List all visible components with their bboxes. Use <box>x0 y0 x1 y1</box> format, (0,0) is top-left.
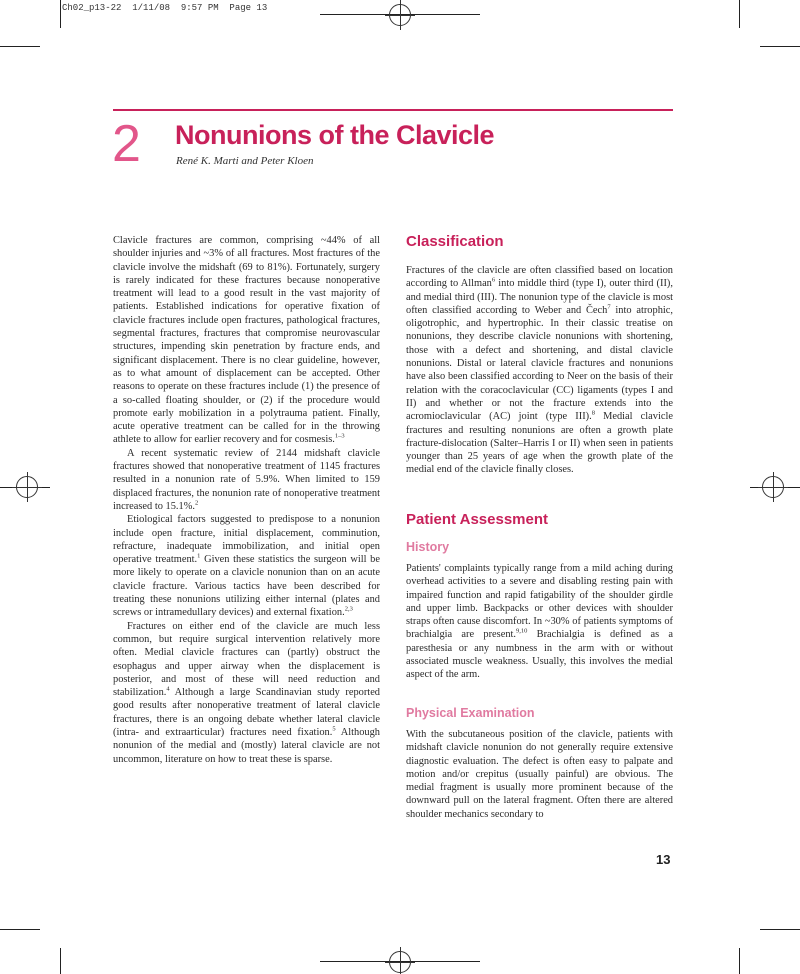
paragraph: Etiological factors suggested to predispose to a nonunion include open fracture, initial displacement, comminution, refracture, inadequate immobilization, and initial open operative treatment.$^1$ Given these statistics the surgeon will be more likely to operate on a clavicle nonunion than on an acute clavicle fracture. Various tactics have been described for treating these nonunions utilizing either internal (plates and screws or intramedullary devices) and external fixation.$^{2,3}$ <box>113 514 380 619</box>
reference: 1–3 <box>334 432 345 440</box>
crop-mark <box>739 0 740 28</box>
registration-mark-icon <box>389 4 411 26</box>
crop-mark <box>0 929 40 930</box>
paragraph: A recent systematic review of 2144 midshaft clavicle fractures showed that nonoperative treatment of 1145 fractures resulted in a nonunion rate of 5.9%. When limited to 159 displaced fractures, the nonunion rate of nonoperative treatment increased to 15.1%.$^2$ <box>113 447 380 512</box>
left-column <box>113 234 380 766</box>
paragraph: Fractures on either end of the clavicle are much less common, but require surgical intervention relatively more often. Medial clavicle fractures can (partly) obstruct the esophagus and upper airway when the displacement is posterior, and most of these will need reduction and stabilization.$^4$ Although a large Scandinavian study reported good results after nonoperative treatment of lateral clavicle fractures, there is an ongoing debate whether lateral clavicle (intra- and extraarticular) fractures need fixation.$^5$ Although nonunion of the medial and (mostly) lateral clavicle are not uncommon, literature on how to treat these is sparse. <box>113 620 381 765</box>
paragraph: Clavicle fractures are common, comprising ~44% of all shoulder injuries and ~3% of all fractures. Most fractures of the clavicle involve the midshaft (69 to 81%). Fortunately, surgery is rarely indicated for these fractures because nonoperative treatment will lead to a good result in the vast majority of patients. Established indications for operative fixation of clavicle fractures include open fractures, pathological fractures, segmental fractures, fractures that compromise neurovascular structures, impending skin penetration by fracture ends, and significant displacement. There is no clear guideline, however, as to what amount of displacement can be accepted. Other reasons to operate on these fractures include (1) the presence of a so-called floating shoulder, or (2) if the procedure would promote early mobilization in a polytrauma patient. Finally, acute operative treatment can be called for in the throwing athlete to allow for earlier recovery and for cosmesis.$^{1-3}$ <box>113 235 380 446</box>
reference: 2 <box>194 499 199 507</box>
reference: 6 <box>491 276 496 284</box>
crop-mark <box>0 46 40 47</box>
chapter-number: 2 <box>112 115 141 173</box>
reference: 4 <box>166 685 170 693</box>
crop-mark <box>760 46 800 47</box>
history-text <box>406 562 673 682</box>
registration-mark-icon <box>16 476 38 498</box>
subsection-heading-history: History <box>406 540 450 554</box>
crop-mark <box>760 929 800 930</box>
subsection-heading-physical-examination: Physical Examination <box>406 706 535 720</box>
registration-mark-icon <box>389 951 411 973</box>
section-heading-classification: Classification <box>406 233 504 250</box>
reference: 5 <box>332 725 336 733</box>
reference: 2,3 <box>344 605 353 613</box>
page-number: 13 <box>656 852 671 867</box>
registration-mark-icon <box>762 476 784 498</box>
chapter-authors: René K. Marti and Peter Kloen <box>176 155 314 167</box>
reference: 7 <box>607 303 611 311</box>
classification-text <box>406 264 673 477</box>
paragraph: Fractures of the clavicle are often classified based on location according to Allman$^6$ into middle third (type I), outer third (II), and medial third (III). The nonunion type of the clavicle is most often classified according to Weber and Čech$^7$ into atrophic, oligotrophic, and hypertrophic. In their classic treatise on nonunions, they describe clavicle nonunions with shortening, those with a defect and shortening, and distal clavicle nonunions. Distal or lateral clavicle fractures and nonunions have also been classified according to Neer on the basis of their relation with the coracoclavicular (CC) ligaments (types I and II) and whether or not the fracture extends into the acromioclavicular (AC) joint (type III).$^8$ Medial clavicle fractures and resulting nonunions are often a growth plate fracture-dislocation (Salter–Harris I or II) when seen in patients younger than 25 years of age when the growth plate of the medial end of the clavicle finally closes. <box>406 265 673 476</box>
section-heading-patient-assessment: Patient Assessment <box>406 511 549 528</box>
reference: 1 <box>197 552 201 560</box>
physical-exam-text <box>406 728 673 821</box>
header-rule <box>113 109 673 111</box>
reference: 8 <box>591 409 595 417</box>
paragraph: Patients' complaints typically range from a mild aching during overhead activities to a severe and disabling resting pain with impaired function and rapid fatigability of the shoulder girdle and upper limb. Backpacks or other devices with shoulder straps often cause discomfort. In ~30% of patients symptoms of brachialgia are present.$^{9,10}$ Brachialgia is defined as a paresthesia or any numbness in the arm with or without associated muscle weakness. Usually, this involves the medial aspect of the arm. <box>406 563 673 681</box>
print-slug: Ch02_p13-22 1/11/08 9:57 PM Page 13 <box>62 3 268 13</box>
crop-mark <box>60 948 61 974</box>
reference: 9,10 <box>516 628 528 636</box>
paragraph: With the subcutaneous position of the clavicle, patients with midshaft clavicle nonunion do not generally require extensive diagnostic evaluation. The defect is often easy to palpate and motion and/or crepitus (usually painful) are obvious. The medial fragment is usually more prominent because of the downward pull on the lateral fragment. Often there are altered shoulder mechanics secondary to <box>406 729 673 820</box>
crop-mark <box>60 0 61 28</box>
chapter-title: Nonunions of the Clavicle <box>175 120 495 150</box>
crop-mark <box>739 948 740 974</box>
